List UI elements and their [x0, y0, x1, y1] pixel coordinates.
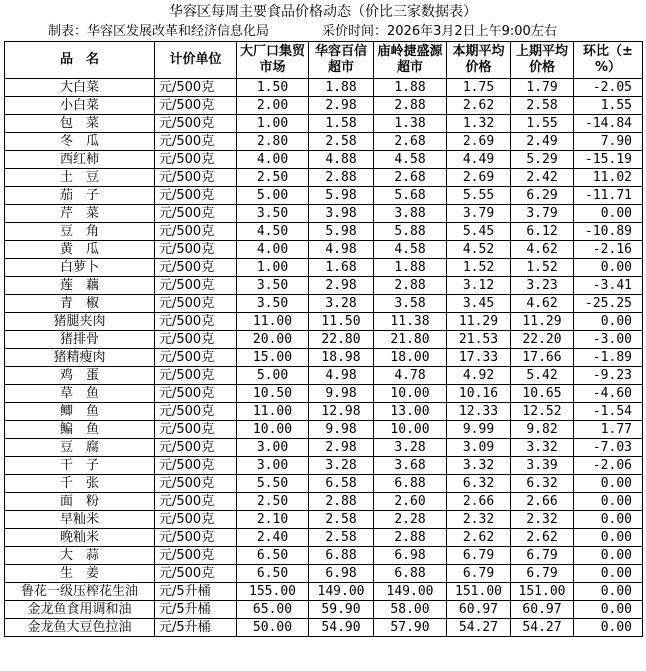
header-market-3: 庙岭捷盛源超市 — [374, 42, 447, 79]
cell-ratio: -3.00 — [574, 331, 643, 349]
cell-name: 西红柿 — [5, 151, 155, 169]
cell-current-avg: 2.62 — [447, 97, 511, 115]
cell-market-1: 4.00 — [237, 241, 309, 259]
cell-name: 鲁花一级压榨花生油 — [5, 583, 155, 601]
cell-name: 千 张 — [5, 475, 155, 493]
cell-market-3: 2.60 — [374, 493, 447, 511]
cell-unit: 元/500克 — [155, 493, 237, 511]
cell-ratio: 0.00 — [574, 547, 643, 565]
cell-last-avg: 3.32 — [511, 439, 574, 457]
cell-market-2: 6.58 — [309, 475, 374, 493]
cell-ratio: 0.00 — [574, 475, 643, 493]
cell-name: 包 菜 — [5, 115, 155, 133]
cell-unit: 元/500克 — [155, 97, 237, 115]
cell-name: 干 子 — [5, 457, 155, 475]
cell-name: 金龙鱼食用调和油 — [5, 601, 155, 619]
cell-current-avg: 6.79 — [447, 565, 511, 583]
cell-current-avg: 17.33 — [447, 349, 511, 367]
cell-ratio: -2.16 — [574, 241, 643, 259]
cell-market-3: 58.00 — [374, 601, 447, 619]
cell-ratio: -4.60 — [574, 385, 643, 403]
cell-name: 大 蒜 — [5, 547, 155, 565]
cell-name: 芹 菜 — [5, 205, 155, 223]
cell-last-avg: 1.52 — [511, 259, 574, 277]
cell-market-3: 2.68 — [374, 133, 447, 151]
cell-market-2: 9.98 — [309, 385, 374, 403]
cell-unit: 元/500克 — [155, 295, 237, 313]
table-row — [5, 169, 643, 187]
cell-unit: 元/500克 — [155, 367, 237, 385]
cell-market-2: 22.80 — [309, 331, 374, 349]
cell-ratio: -7.03 — [574, 439, 643, 457]
table-row — [5, 385, 643, 403]
cell-market-1: 6.50 — [237, 565, 309, 583]
cell-ratio: -25.25 — [574, 295, 643, 313]
cell-last-avg: 3.23 — [511, 277, 574, 295]
table-row — [5, 205, 643, 223]
cell-market-2: 54.90 — [309, 619, 374, 637]
cell-ratio: 0.00 — [574, 529, 643, 547]
table-row — [5, 241, 643, 259]
table-row — [5, 349, 643, 367]
cell-ratio: 0.00 — [574, 205, 643, 223]
sheet-title: 华容区每周主要食品价格动态（价比三家数据表） — [169, 4, 477, 20]
cell-market-3: 57.90 — [374, 619, 447, 637]
header-name: 品 名 — [5, 42, 155, 79]
cell-ratio: 0.00 — [574, 601, 643, 619]
cell-unit: 元/500克 — [155, 115, 237, 133]
cell-market-1: 5.00 — [237, 367, 309, 385]
cell-market-3: 4.58 — [374, 241, 447, 259]
cell-market-2: 5.98 — [309, 223, 374, 241]
cell-unit: 元/500克 — [155, 565, 237, 583]
cell-market-3: 3.68 — [374, 457, 447, 475]
cell-market-2: 2.88 — [309, 493, 374, 511]
cell-market-1: 10.00 — [237, 421, 309, 439]
cell-market-3: 1.38 — [374, 115, 447, 133]
cell-name: 晚籼米 — [5, 529, 155, 547]
cell-market-1: 3.50 — [237, 295, 309, 313]
cell-market-2: 3.28 — [309, 457, 374, 475]
cell-market-3: 4.58 — [374, 151, 447, 169]
cell-market-3: 2.88 — [374, 529, 447, 547]
cell-name: 青 椒 — [5, 295, 155, 313]
cell-unit: 元/500克 — [155, 511, 237, 529]
cell-market-3: 2.88 — [374, 277, 447, 295]
cell-name: 豆 腐 — [5, 439, 155, 457]
cell-last-avg: 17.66 — [511, 349, 574, 367]
cell-market-2: 2.98 — [309, 277, 374, 295]
cell-current-avg: 6.32 — [447, 475, 511, 493]
cell-current-avg: 21.53 — [447, 331, 511, 349]
cell-market-2: 1.58 — [309, 115, 374, 133]
cell-last-avg: 6.29 — [511, 187, 574, 205]
table-row — [5, 151, 643, 169]
cell-market-2: 149.00 — [309, 583, 374, 601]
cell-market-2: 1.68 — [309, 259, 374, 277]
cell-market-2: 2.58 — [309, 511, 374, 529]
table-row — [5, 79, 643, 97]
cell-current-avg: 2.32 — [447, 511, 511, 529]
cell-ratio: -2.05 — [574, 79, 643, 97]
cell-last-avg: 6.32 — [511, 475, 574, 493]
cell-unit: 元/500克 — [155, 331, 237, 349]
cell-unit: 元/500克 — [155, 529, 237, 547]
cell-current-avg: 151.00 — [447, 583, 511, 601]
cell-ratio: 0.00 — [574, 511, 643, 529]
cell-current-avg: 4.52 — [447, 241, 511, 259]
cell-current-avg: 12.33 — [447, 403, 511, 421]
cell-ratio: 11.02 — [574, 169, 643, 187]
cell-name: 冬 瓜 — [5, 133, 155, 151]
cell-name: 猪精瘦肉 — [5, 349, 155, 367]
cell-market-2: 11.50 — [309, 313, 374, 331]
cell-name: 土 豆 — [5, 169, 155, 187]
cell-market-2: 4.98 — [309, 241, 374, 259]
cell-market-1: 11.00 — [237, 403, 309, 421]
cell-last-avg: 10.65 — [511, 385, 574, 403]
cell-last-avg: 11.29 — [511, 313, 574, 331]
cell-unit: 元/500克 — [155, 79, 237, 97]
cell-last-avg: 151.00 — [511, 583, 574, 601]
cell-market-1: 4.50 — [237, 223, 309, 241]
cell-name: 生 姜 — [5, 565, 155, 583]
cell-market-2: 3.98 — [309, 205, 374, 223]
cell-current-avg: 1.75 — [447, 79, 511, 97]
cell-unit: 元/500克 — [155, 457, 237, 475]
table-row — [5, 601, 643, 619]
cell-market-1: 10.50 — [237, 385, 309, 403]
cell-current-avg: 5.55 — [447, 187, 511, 205]
cell-market-2: 4.98 — [309, 367, 374, 385]
table-row — [5, 187, 643, 205]
table-row — [5, 277, 643, 295]
table-row — [5, 115, 643, 133]
cell-ratio: -1.89 — [574, 349, 643, 367]
cell-unit: 元/5升桶 — [155, 619, 237, 637]
cell-current-avg: 2.62 — [447, 529, 511, 547]
cell-market-2: 59.90 — [309, 601, 374, 619]
table-row — [5, 313, 643, 331]
cell-last-avg: 5.29 — [511, 151, 574, 169]
table-row — [5, 493, 643, 511]
cell-name: 白萝卜 — [5, 259, 155, 277]
cell-name: 猪腿夹肉 — [5, 313, 155, 331]
cell-market-3: 10.00 — [374, 421, 447, 439]
cell-last-avg: 4.62 — [511, 295, 574, 313]
cell-market-1: 155.00 — [237, 583, 309, 601]
cell-market-1: 2.10 — [237, 511, 309, 529]
cell-ratio: -1.54 — [574, 403, 643, 421]
cell-market-1: 2.50 — [237, 169, 309, 187]
cell-unit: 元/500克 — [155, 151, 237, 169]
cell-last-avg: 3.39 — [511, 457, 574, 475]
cell-current-avg: 10.16 — [447, 385, 511, 403]
cell-market-1: 50.00 — [237, 619, 309, 637]
cell-current-avg: 9.99 — [447, 421, 511, 439]
cell-unit: 元/500克 — [155, 421, 237, 439]
cell-market-2: 3.28 — [309, 295, 374, 313]
cell-ratio: 1.77 — [574, 421, 643, 439]
cell-market-1: 5.50 — [237, 475, 309, 493]
cell-ratio: 0.00 — [574, 583, 643, 601]
cell-ratio: -9.23 — [574, 367, 643, 385]
cell-last-avg: 2.58 — [511, 97, 574, 115]
cell-last-avg: 22.20 — [511, 331, 574, 349]
table-row — [5, 367, 643, 385]
cell-market-3: 6.88 — [374, 475, 447, 493]
cell-market-3: 10.00 — [374, 385, 447, 403]
cell-last-avg: 2.62 — [511, 529, 574, 547]
cell-unit: 元/500克 — [155, 547, 237, 565]
table-row — [5, 511, 643, 529]
cell-last-avg: 9.82 — [511, 421, 574, 439]
cell-last-avg: 6.79 — [511, 547, 574, 565]
cell-ratio: 7.90 — [574, 133, 643, 151]
cell-ratio: 0.00 — [574, 259, 643, 277]
cell-ratio: -10.89 — [574, 223, 643, 241]
cell-market-3: 3.28 — [374, 439, 447, 457]
header-unit: 计价单位 — [155, 42, 237, 79]
table-row — [5, 295, 643, 313]
cell-market-1: 3.50 — [237, 277, 309, 295]
cell-market-3: 21.80 — [374, 331, 447, 349]
table-row — [5, 97, 643, 115]
cell-name: 黄 瓜 — [5, 241, 155, 259]
cell-market-2: 2.88 — [309, 169, 374, 187]
cell-market-3: 6.88 — [374, 565, 447, 583]
table-row — [5, 583, 643, 601]
cell-current-avg: 1.32 — [447, 115, 511, 133]
cell-current-avg: 54.27 — [447, 619, 511, 637]
cell-last-avg: 60.97 — [511, 601, 574, 619]
cell-market-3: 4.78 — [374, 367, 447, 385]
cell-market-3: 2.28 — [374, 511, 447, 529]
cell-unit: 元/500克 — [155, 439, 237, 457]
cell-market-1: 1.00 — [237, 259, 309, 277]
cell-market-2: 1.88 — [309, 79, 374, 97]
cell-name: 草 鱼 — [5, 385, 155, 403]
cell-unit: 元/500克 — [155, 187, 237, 205]
cell-market-1: 3.00 — [237, 457, 309, 475]
cell-last-avg: 1.55 — [511, 115, 574, 133]
cell-unit: 元/500克 — [155, 259, 237, 277]
cell-name: 莲 藕 — [5, 277, 155, 295]
cell-market-2: 12.98 — [309, 403, 374, 421]
cell-current-avg: 2.69 — [447, 133, 511, 151]
cell-unit: 元/500克 — [155, 205, 237, 223]
cell-name: 鲫 鱼 — [5, 403, 155, 421]
cell-name: 猪排骨 — [5, 331, 155, 349]
table-row — [5, 403, 643, 421]
cell-market-3: 1.88 — [374, 79, 447, 97]
collection-time-text: 采价时间：2026年3月2日上午9:00左右 — [322, 24, 557, 39]
cell-ratio: 0.00 — [574, 565, 643, 583]
cell-market-1: 2.00 — [237, 97, 309, 115]
cell-market-1: 5.00 — [237, 187, 309, 205]
cell-market-1: 65.00 — [237, 601, 309, 619]
cell-current-avg: 1.52 — [447, 259, 511, 277]
cell-market-2: 18.98 — [309, 349, 374, 367]
table-row — [5, 565, 643, 583]
header-row — [5, 42, 643, 79]
cell-current-avg: 3.32 — [447, 457, 511, 475]
cell-ratio: -11.71 — [574, 187, 643, 205]
cell-unit: 元/5升桶 — [155, 601, 237, 619]
cell-current-avg: 4.92 — [447, 367, 511, 385]
cell-current-avg: 2.69 — [447, 169, 511, 187]
cell-market-1: 20.00 — [237, 331, 309, 349]
cell-current-avg: 3.79 — [447, 205, 511, 223]
table-body — [5, 79, 643, 637]
cell-unit: 元/500克 — [155, 349, 237, 367]
cell-ratio: 1.55 — [574, 97, 643, 115]
cell-name: 鸡 蛋 — [5, 367, 155, 385]
header-current-avg: 本期平均价格 — [447, 42, 511, 79]
cell-unit: 元/500克 — [155, 133, 237, 151]
cell-unit: 元/500克 — [155, 313, 237, 331]
header-market-1: 大厂口集贸市场 — [237, 42, 309, 79]
table-row — [5, 421, 643, 439]
cell-market-3: 13.00 — [374, 403, 447, 421]
cell-name: 豆 角 — [5, 223, 155, 241]
cell-ratio: -2.06 — [574, 457, 643, 475]
cell-unit: 元/500克 — [155, 241, 237, 259]
cell-unit: 元/5升桶 — [155, 583, 237, 601]
cell-current-avg: 3.45 — [447, 295, 511, 313]
cell-name: 早籼米 — [5, 511, 155, 529]
cell-market-1: 3.00 — [237, 439, 309, 457]
cell-name: 面 粉 — [5, 493, 155, 511]
cell-current-avg: 4.49 — [447, 151, 511, 169]
cell-current-avg: 3.09 — [447, 439, 511, 457]
cell-market-3: 2.68 — [374, 169, 447, 187]
cell-unit: 元/500克 — [155, 223, 237, 241]
cell-market-1: 2.50 — [237, 493, 309, 511]
cell-last-avg: 1.79 — [511, 79, 574, 97]
cell-ratio: -3.41 — [574, 277, 643, 295]
header-ratio: 环比（±%） — [574, 42, 643, 79]
cell-current-avg: 11.29 — [447, 313, 511, 331]
cell-market-1: 3.50 — [237, 205, 309, 223]
cell-market-2: 9.98 — [309, 421, 374, 439]
cell-name: 茄 子 — [5, 187, 155, 205]
table-row — [5, 439, 643, 457]
sheet-meta — [0, 22, 646, 42]
cell-market-3: 3.88 — [374, 205, 447, 223]
cell-market-1: 11.00 — [237, 313, 309, 331]
cell-market-1: 6.50 — [237, 547, 309, 565]
cell-last-avg: 2.42 — [511, 169, 574, 187]
cell-name: 小白菜 — [5, 97, 155, 115]
cell-name: 金龙鱼大豆色拉油 — [5, 619, 155, 637]
cell-market-3: 18.00 — [374, 349, 447, 367]
cell-current-avg: 6.79 — [447, 547, 511, 565]
cell-market-1: 1.00 — [237, 115, 309, 133]
table-row — [5, 331, 643, 349]
table-row — [5, 223, 643, 241]
price-table — [4, 41, 643, 637]
cell-market-3: 11.38 — [374, 313, 447, 331]
cell-ratio: 0.00 — [574, 313, 643, 331]
cell-last-avg: 2.32 — [511, 511, 574, 529]
maker-text: 制表：华容区发展改革和经济信息化局 — [48, 24, 270, 39]
cell-market-2: 2.58 — [309, 133, 374, 151]
cell-current-avg: 2.66 — [447, 493, 511, 511]
table-row — [5, 475, 643, 493]
cell-market-1: 15.00 — [237, 349, 309, 367]
cell-unit: 元/500克 — [155, 169, 237, 187]
cell-market-2: 6.98 — [309, 565, 374, 583]
cell-market-3: 5.88 — [374, 223, 447, 241]
cell-market-2: 2.98 — [309, 439, 374, 457]
cell-market-1: 4.00 — [237, 151, 309, 169]
cell-market-3: 3.58 — [374, 295, 447, 313]
cell-last-avg: 3.79 — [511, 205, 574, 223]
cell-market-2: 4.88 — [309, 151, 374, 169]
cell-name: 大白菜 — [5, 79, 155, 97]
cell-last-avg: 6.79 — [511, 565, 574, 583]
cell-ratio: 0.00 — [574, 493, 643, 511]
cell-unit: 元/500克 — [155, 403, 237, 421]
header-market-2: 华容百信超市 — [309, 42, 374, 79]
cell-last-avg: 5.42 — [511, 367, 574, 385]
cell-ratio: -14.84 — [574, 115, 643, 133]
cell-current-avg: 3.12 — [447, 277, 511, 295]
cell-unit: 元/500克 — [155, 277, 237, 295]
cell-unit: 元/500克 — [155, 385, 237, 403]
cell-name: 鳊 鱼 — [5, 421, 155, 439]
cell-market-2: 2.98 — [309, 97, 374, 115]
table-row — [5, 133, 643, 151]
cell-unit: 元/500克 — [155, 475, 237, 493]
cell-market-2: 2.58 — [309, 529, 374, 547]
cell-last-avg: 4.62 — [511, 241, 574, 259]
cell-last-avg: 12.52 — [511, 403, 574, 421]
cell-market-1: 1.50 — [237, 79, 309, 97]
cell-ratio: 0.00 — [574, 619, 643, 637]
cell-last-avg: 2.66 — [511, 493, 574, 511]
cell-market-3: 6.98 — [374, 547, 447, 565]
cell-ratio: -15.19 — [574, 151, 643, 169]
cell-market-2: 5.98 — [309, 187, 374, 205]
cell-market-3: 149.00 — [374, 583, 447, 601]
cell-last-avg: 2.49 — [511, 133, 574, 151]
cell-current-avg: 5.45 — [447, 223, 511, 241]
cell-market-1: 2.80 — [237, 133, 309, 151]
cell-last-avg: 6.12 — [511, 223, 574, 241]
cell-market-1: 2.40 — [237, 529, 309, 547]
header-last-avg: 上期平均价格 — [511, 42, 574, 79]
table-row — [5, 619, 643, 637]
table-row — [5, 259, 643, 277]
cell-market-2: 6.88 — [309, 547, 374, 565]
cell-current-avg: 60.97 — [447, 601, 511, 619]
cell-market-3: 5.68 — [374, 187, 447, 205]
cell-market-3: 1.88 — [374, 259, 447, 277]
cell-market-3: 2.88 — [374, 97, 447, 115]
table-row — [5, 529, 643, 547]
table-row — [5, 457, 643, 475]
table-row — [5, 547, 643, 565]
cell-last-avg: 54.27 — [511, 619, 574, 637]
